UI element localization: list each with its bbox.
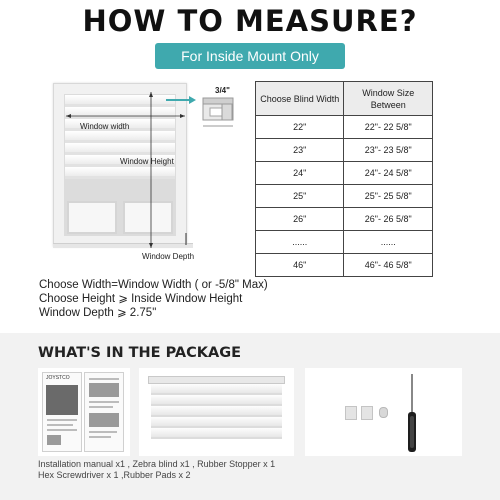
table-row <box>256 139 433 162</box>
size-chart-table <box>255 81 433 277</box>
blind-width-cell: 25" <box>256 185 344 208</box>
manual-text-line <box>89 406 113 408</box>
manual-text-line <box>89 431 117 433</box>
manual-brand: JOYSTCO <box>46 375 70 381</box>
table-row <box>256 231 433 254</box>
bracket-pointer-head <box>189 96 196 104</box>
zebra-blind-image <box>139 368 294 456</box>
table-row <box>256 254 433 277</box>
blind-width-cell: 26" <box>256 208 344 231</box>
manual-page-back <box>84 372 124 452</box>
manual-figure <box>47 435 61 445</box>
header-window-size-between: Window Size Between <box>344 82 433 116</box>
installation-manual-image <box>38 368 130 456</box>
blind-slat <box>151 417 282 428</box>
manual-figure <box>89 383 119 397</box>
blind-width-cell: 23" <box>256 139 344 162</box>
package-title: WHAT'S IN THE PACKAGE <box>38 345 242 361</box>
measurement-rules <box>39 278 268 320</box>
header-choose-blind-width: Choose Blind Width <box>256 82 344 116</box>
window-range-cell: 25"- 25 5/8" <box>344 185 433 208</box>
table-row <box>256 208 433 231</box>
rubber-stopper-icon <box>361 406 373 420</box>
manual-text-line <box>47 429 77 431</box>
window-depth-label: Window Depth <box>142 252 195 261</box>
window-range-cell: 26"- 26 5/8" <box>344 208 433 231</box>
rule-height: Choose Height ⩾ Inside Window Height <box>39 293 243 305</box>
bracket-depth-label: 3/4" <box>215 86 230 95</box>
manual-figure <box>89 413 119 427</box>
width-arrow-head-left <box>66 114 71 118</box>
package-description-line: Hex Screwdriver x 1 ,Rubber Pads x 2 <box>38 470 191 480</box>
table-row <box>256 116 433 139</box>
window-range-cell: 22"- 22 5/8" <box>344 116 433 139</box>
blind-width-cell: ...... <box>256 231 344 254</box>
manual-text-line <box>89 378 119 380</box>
blind-width-cell: 24" <box>256 162 344 185</box>
window-width-label: Window width <box>80 122 130 131</box>
table-row <box>256 185 433 208</box>
window-range-cell: 23"- 23 5/8" <box>344 139 433 162</box>
window-range-cell: 46"- 46 5/8" <box>344 254 433 277</box>
mounting-bracket-icon <box>200 90 240 130</box>
window-range-cell: 24"- 24 5/8" <box>344 162 433 185</box>
hex-screwdriver-icon <box>405 374 419 452</box>
blind-headrail <box>148 376 285 384</box>
manual-text-line <box>47 419 77 421</box>
height-arrow-head-top <box>149 92 153 97</box>
height-arrow-head-bottom <box>149 243 153 248</box>
rubber-pad-icon <box>379 407 388 418</box>
blind-slat <box>151 395 282 406</box>
blind-slat <box>151 406 282 417</box>
package-description <box>38 459 275 481</box>
accessories-image <box>305 368 462 456</box>
manual-photo <box>46 385 78 415</box>
mount-note-badge: For Inside Mount Only <box>155 43 345 69</box>
package-description-line: Installation manual x1 , Zebra blind x1 , Rubber Stopper x 1 <box>38 459 276 469</box>
window-range-cell: ...... <box>344 231 433 254</box>
rule-depth: Window Depth ⩾ 2.75" <box>39 307 157 319</box>
manual-text-line <box>89 436 111 438</box>
manual-page-front <box>42 372 82 452</box>
table-header-row <box>256 82 433 116</box>
blind-width-cell: 22" <box>256 116 344 139</box>
blind-slat <box>151 384 282 395</box>
table-row <box>256 162 433 185</box>
page-title: HOW TO MEASURE? <box>82 4 418 38</box>
blind-width-cell: 46" <box>256 254 344 277</box>
rubber-stopper-icon <box>345 406 357 420</box>
blind-fabric <box>151 384 282 450</box>
window-height-label: Window Height <box>120 157 174 166</box>
manual-text-line <box>47 424 73 426</box>
blind-slat <box>151 428 282 439</box>
manual-text-line <box>89 401 119 403</box>
width-arrow-head-right <box>180 114 185 118</box>
rule-width: Choose Width=Window Width ( or -5/8" Max) <box>39 279 268 291</box>
